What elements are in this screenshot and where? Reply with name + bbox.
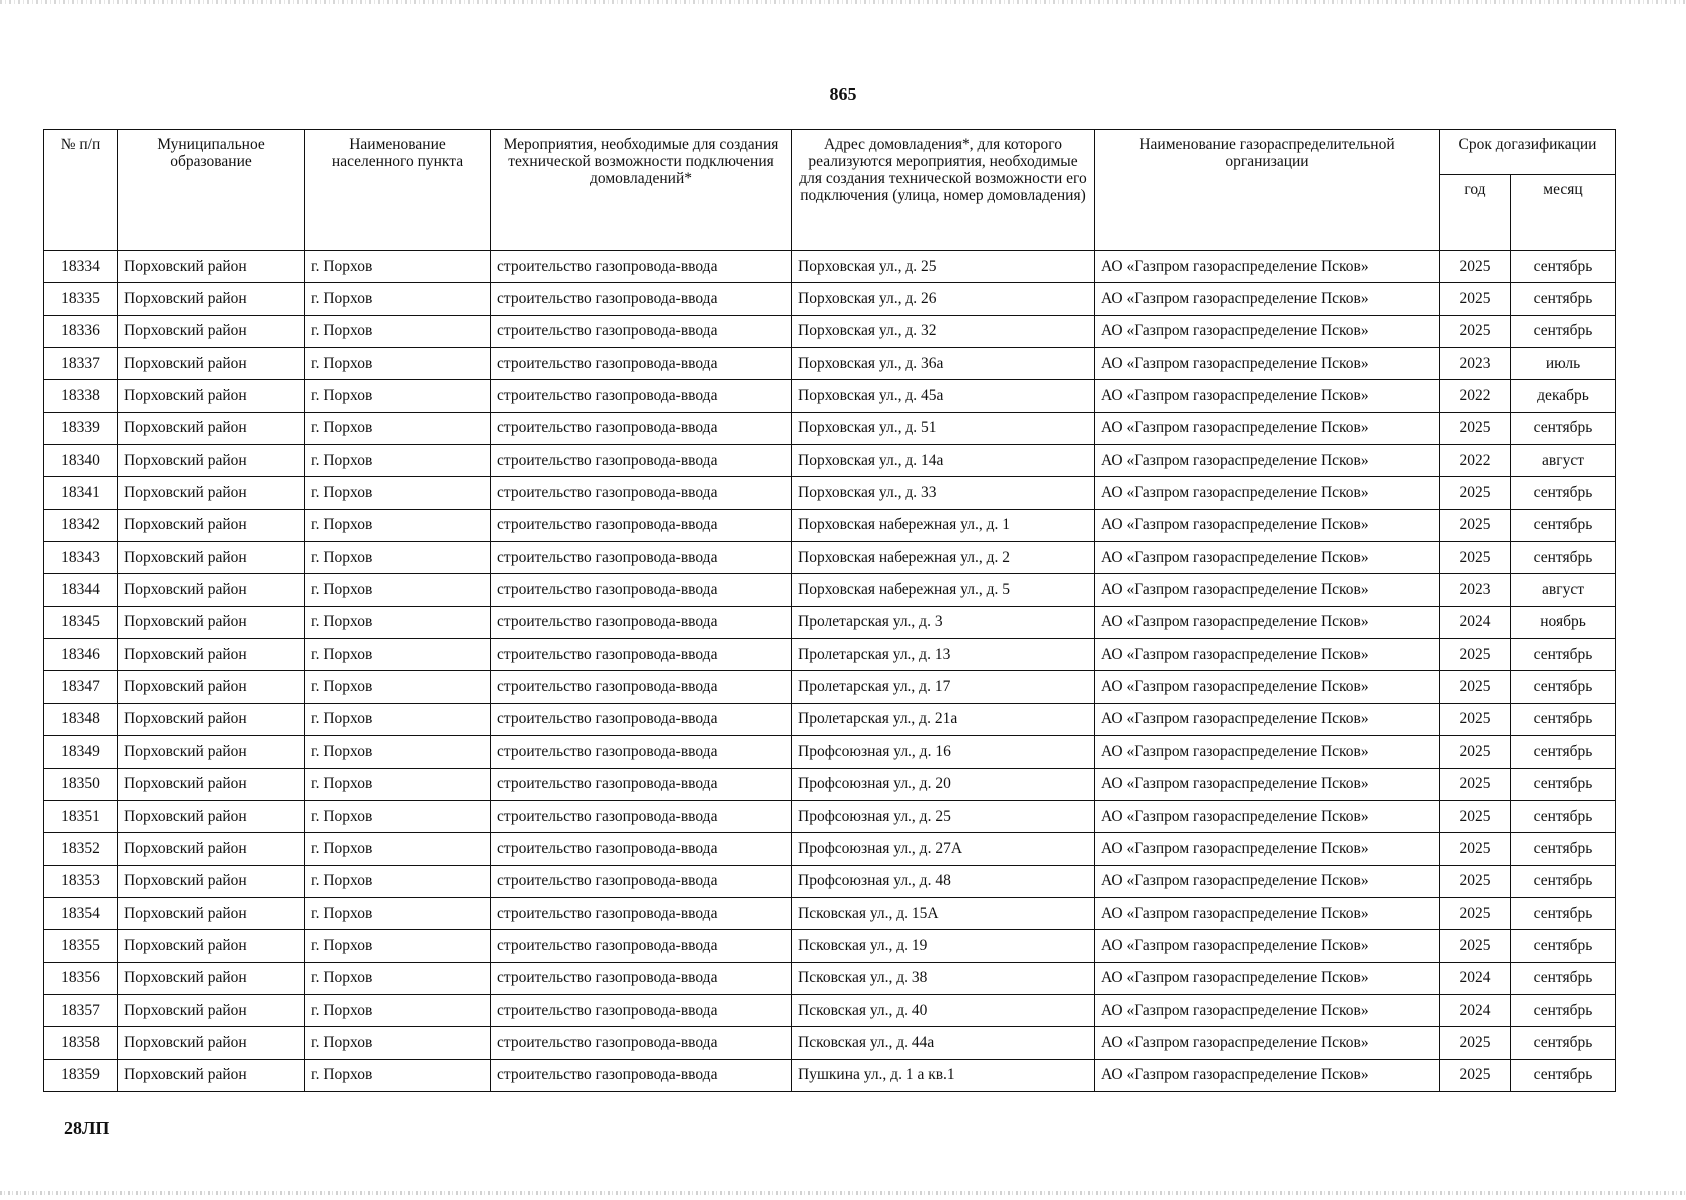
cell-municipality: Порховский район xyxy=(118,315,305,347)
cell-organization: АО «Газпром газораспределение Псков» xyxy=(1095,994,1440,1026)
table-row xyxy=(44,315,1616,347)
cell-municipality: Порховский район xyxy=(118,736,305,768)
cell-year: 2025 xyxy=(1440,315,1511,347)
cell-num: 18358 xyxy=(44,1027,118,1059)
cell-measure: строительство газопровода-ввода xyxy=(491,509,792,541)
table-row xyxy=(44,703,1616,735)
cell-municipality: Порховский район xyxy=(118,865,305,897)
cell-municipality: Порховский район xyxy=(118,671,305,703)
table-row xyxy=(44,251,1616,283)
cell-address: Пролетарская ул., д. 13 xyxy=(792,639,1095,671)
header-organization: Наименование газораспределительной организации xyxy=(1095,130,1440,251)
cell-settlement: г. Порхов xyxy=(305,768,491,800)
cell-organization: АО «Газпром газораспределение Псков» xyxy=(1095,477,1440,509)
cell-month: сентябрь xyxy=(1511,1059,1616,1091)
cell-address: Профсоюзная ул., д. 48 xyxy=(792,865,1095,897)
cell-year: 2025 xyxy=(1440,542,1511,574)
cell-measure: строительство газопровода-ввода xyxy=(491,477,792,509)
cell-settlement: г. Порхов xyxy=(305,639,491,671)
cell-month: сентябрь xyxy=(1511,768,1616,800)
cell-month: сентябрь xyxy=(1511,865,1616,897)
header-municipality: Муниципальное образование xyxy=(118,130,305,251)
cell-num: 18351 xyxy=(44,800,118,832)
cell-settlement: г. Порхов xyxy=(305,703,491,735)
cell-organization: АО «Газпром газораспределение Псков» xyxy=(1095,348,1440,380)
cell-address: Порховская ул., д. 33 xyxy=(792,477,1095,509)
cell-settlement: г. Порхов xyxy=(305,962,491,994)
cell-address: Порховская набережная ул., д. 1 xyxy=(792,509,1095,541)
cell-organization: АО «Газпром газораспределение Псков» xyxy=(1095,251,1440,283)
cell-settlement: г. Порхов xyxy=(305,348,491,380)
cell-year: 2025 xyxy=(1440,736,1511,768)
cell-address: Псковская ул., д. 38 xyxy=(792,962,1095,994)
cell-organization: АО «Газпром газораспределение Псков» xyxy=(1095,509,1440,541)
cell-municipality: Порховский район xyxy=(118,639,305,671)
cell-measure: строительство газопровода-ввода xyxy=(491,768,792,800)
header-year: год xyxy=(1440,175,1511,251)
table-row xyxy=(44,1059,1616,1091)
table-row xyxy=(44,897,1616,929)
cell-month: сентябрь xyxy=(1511,315,1616,347)
cell-num: 18341 xyxy=(44,477,118,509)
cell-num: 18337 xyxy=(44,348,118,380)
cell-measure: строительство газопровода-ввода xyxy=(491,1027,792,1059)
gasification-table xyxy=(43,129,1616,1092)
header-term: Срок догазификации xyxy=(1440,130,1616,175)
cell-organization: АО «Газпром газораспределение Псков» xyxy=(1095,542,1440,574)
cell-address: Профсоюзная ул., д. 20 xyxy=(792,768,1095,800)
cell-municipality: Порховский район xyxy=(118,833,305,865)
cell-year: 2025 xyxy=(1440,800,1511,832)
cell-municipality: Порховский район xyxy=(118,542,305,574)
cell-address: Порховская набережная ул., д. 5 xyxy=(792,574,1095,606)
cell-year: 2025 xyxy=(1440,768,1511,800)
cell-settlement: г. Порхов xyxy=(305,671,491,703)
cell-settlement: г. Порхов xyxy=(305,283,491,315)
table-row xyxy=(44,477,1616,509)
cell-month: сентябрь xyxy=(1511,509,1616,541)
table-row xyxy=(44,962,1616,994)
table-row xyxy=(44,606,1616,638)
cell-year: 2025 xyxy=(1440,509,1511,541)
cell-settlement: г. Порхов xyxy=(305,542,491,574)
cell-address: Порховская ул., д. 51 xyxy=(792,412,1095,444)
cell-measure: строительство газопровода-ввода xyxy=(491,412,792,444)
cell-year: 2024 xyxy=(1440,994,1511,1026)
cell-address: Пролетарская ул., д. 21а xyxy=(792,703,1095,735)
cell-num: 18343 xyxy=(44,542,118,574)
cell-municipality: Порховский район xyxy=(118,962,305,994)
cell-measure: строительство газопровода-ввода xyxy=(491,800,792,832)
cell-year: 2025 xyxy=(1440,412,1511,444)
cell-municipality: Порховский район xyxy=(118,574,305,606)
cell-settlement: г. Порхов xyxy=(305,315,491,347)
cell-num: 18336 xyxy=(44,315,118,347)
cell-num: 18346 xyxy=(44,639,118,671)
cell-settlement: г. Порхов xyxy=(305,736,491,768)
cell-address: Порховская ул., д. 14а xyxy=(792,445,1095,477)
cell-month: сентябрь xyxy=(1511,897,1616,929)
cell-settlement: г. Порхов xyxy=(305,251,491,283)
cell-year: 2025 xyxy=(1440,671,1511,703)
cell-measure: строительство газопровода-ввода xyxy=(491,1059,792,1091)
cell-settlement: г. Порхов xyxy=(305,930,491,962)
cell-year: 2025 xyxy=(1440,930,1511,962)
cell-address: Профсоюзная ул., д. 16 xyxy=(792,736,1095,768)
cell-month: сентябрь xyxy=(1511,1027,1616,1059)
cell-month: сентябрь xyxy=(1511,736,1616,768)
cell-measure: строительство газопровода-ввода xyxy=(491,930,792,962)
table-row xyxy=(44,865,1616,897)
table-row xyxy=(44,671,1616,703)
cell-settlement: г. Порхов xyxy=(305,865,491,897)
cell-address: Порховская ул., д. 45а xyxy=(792,380,1095,412)
cell-settlement: г. Порхов xyxy=(305,897,491,929)
cell-measure: строительство газопровода-ввода xyxy=(491,574,792,606)
cell-address: Пролетарская ул., д. 17 xyxy=(792,671,1095,703)
cell-month: сентябрь xyxy=(1511,703,1616,735)
cell-month: сентябрь xyxy=(1511,833,1616,865)
cell-organization: АО «Газпром газораспределение Псков» xyxy=(1095,736,1440,768)
cell-month: сентябрь xyxy=(1511,930,1616,962)
cell-num: 18340 xyxy=(44,445,118,477)
table-row xyxy=(44,736,1616,768)
cell-municipality: Порховский район xyxy=(118,412,305,444)
cell-measure: строительство газопровода-ввода xyxy=(491,445,792,477)
page-number: 865 xyxy=(829,84,857,104)
cell-municipality: Порховский район xyxy=(118,1059,305,1091)
header-num: № п/п xyxy=(44,130,118,251)
cell-measure: строительство газопровода-ввода xyxy=(491,671,792,703)
cell-settlement: г. Порхов xyxy=(305,509,491,541)
cell-year: 2025 xyxy=(1440,833,1511,865)
cell-municipality: Порховский район xyxy=(118,251,305,283)
cell-organization: АО «Газпром газораспределение Псков» xyxy=(1095,897,1440,929)
cell-settlement: г. Порхов xyxy=(305,412,491,444)
cell-municipality: Порховский район xyxy=(118,800,305,832)
cell-municipality: Порховский район xyxy=(118,283,305,315)
cell-address: Порховская ул., д. 26 xyxy=(792,283,1095,315)
cell-municipality: Порховский район xyxy=(118,509,305,541)
cell-month: сентябрь xyxy=(1511,412,1616,444)
cell-organization: АО «Газпром газораспределение Псков» xyxy=(1095,962,1440,994)
cell-measure: строительство газопровода-ввода xyxy=(491,380,792,412)
cell-address: Порховская набережная ул., д. 2 xyxy=(792,542,1095,574)
cell-num: 18342 xyxy=(44,509,118,541)
cell-measure: строительство газопровода-ввода xyxy=(491,865,792,897)
cell-measure: строительство газопровода-ввода xyxy=(491,639,792,671)
cell-month: сентябрь xyxy=(1511,962,1616,994)
cell-address: Псковская ул., д. 40 xyxy=(792,994,1095,1026)
cell-organization: АО «Газпром газораспределение Псков» xyxy=(1095,412,1440,444)
cell-num: 18354 xyxy=(44,897,118,929)
cell-organization: АО «Газпром газораспределение Псков» xyxy=(1095,639,1440,671)
cell-num: 18357 xyxy=(44,994,118,1026)
cell-municipality: Порховский район xyxy=(118,897,305,929)
footer-code: 28ЛП xyxy=(64,1118,110,1138)
cell-municipality: Порховский район xyxy=(118,994,305,1026)
cell-address: Псковская ул., д. 19 xyxy=(792,930,1095,962)
cell-address: Псковская ул., д. 44а xyxy=(792,1027,1095,1059)
cell-address: Порховская ул., д. 32 xyxy=(792,315,1095,347)
cell-year: 2023 xyxy=(1440,348,1511,380)
cell-year: 2022 xyxy=(1440,380,1511,412)
cell-settlement: г. Порхов xyxy=(305,380,491,412)
cell-organization: АО «Газпром газораспределение Псков» xyxy=(1095,574,1440,606)
cell-month: сентябрь xyxy=(1511,800,1616,832)
cell-year: 2024 xyxy=(1440,962,1511,994)
cell-address: Порховская ул., д. 36а xyxy=(792,348,1095,380)
cell-year: 2025 xyxy=(1440,1059,1511,1091)
cell-organization: АО «Газпром газораспределение Псков» xyxy=(1095,445,1440,477)
table-row xyxy=(44,348,1616,380)
cell-month: август xyxy=(1511,574,1616,606)
cell-year: 2022 xyxy=(1440,445,1511,477)
cell-address: Порховская ул., д. 25 xyxy=(792,251,1095,283)
scan-edge-bottom xyxy=(0,1191,1686,1195)
cell-num: 18339 xyxy=(44,412,118,444)
cell-num: 18350 xyxy=(44,768,118,800)
cell-address: Пушкина ул., д. 1 а кв.1 xyxy=(792,1059,1095,1091)
scan-edge-top xyxy=(0,0,1686,4)
cell-month: сентябрь xyxy=(1511,542,1616,574)
cell-month: декабрь xyxy=(1511,380,1616,412)
cell-settlement: г. Порхов xyxy=(305,1059,491,1091)
cell-municipality: Порховский район xyxy=(118,348,305,380)
cell-organization: АО «Газпром газораспределение Псков» xyxy=(1095,315,1440,347)
cell-organization: АО «Газпром газораспределение Псков» xyxy=(1095,768,1440,800)
cell-measure: строительство газопровода-ввода xyxy=(491,897,792,929)
cell-organization: АО «Газпром газораспределение Псков» xyxy=(1095,833,1440,865)
cell-municipality: Порховский район xyxy=(118,477,305,509)
cell-measure: строительство газопровода-ввода xyxy=(491,736,792,768)
cell-year: 2025 xyxy=(1440,639,1511,671)
cell-organization: АО «Газпром газораспределение Псков» xyxy=(1095,800,1440,832)
header-settlement: Наименование населенного пункта xyxy=(305,130,491,251)
header-address: Адрес домовладения*, для которого реализуются мероприятия, необходимые для создания технической возможности его подключения (улица, номер домовладения) xyxy=(792,130,1095,251)
header-month: месяц xyxy=(1511,175,1616,251)
cell-measure: строительство газопровода-ввода xyxy=(491,994,792,1026)
cell-year: 2025 xyxy=(1440,1027,1511,1059)
cell-num: 18338 xyxy=(44,380,118,412)
cell-organization: АО «Газпром газораспределение Псков» xyxy=(1095,1059,1440,1091)
cell-num: 18335 xyxy=(44,283,118,315)
cell-address: Псковская ул., д. 15А xyxy=(792,897,1095,929)
cell-municipality: Порховский район xyxy=(118,380,305,412)
table-row xyxy=(44,283,1616,315)
cell-month: сентябрь xyxy=(1511,994,1616,1026)
table-row xyxy=(44,1027,1616,1059)
cell-month: сентябрь xyxy=(1511,251,1616,283)
cell-municipality: Порховский район xyxy=(118,606,305,638)
cell-month: ноябрь xyxy=(1511,606,1616,638)
cell-measure: строительство газопровода-ввода xyxy=(491,348,792,380)
cell-organization: АО «Газпром газораспределение Псков» xyxy=(1095,671,1440,703)
cell-measure: строительство газопровода-ввода xyxy=(491,251,792,283)
cell-num: 18355 xyxy=(44,930,118,962)
cell-measure: строительство газопровода-ввода xyxy=(491,315,792,347)
cell-settlement: г. Порхов xyxy=(305,1027,491,1059)
cell-year: 2025 xyxy=(1440,703,1511,735)
table-header xyxy=(44,130,1616,251)
cell-organization: АО «Газпром газораспределение Псков» xyxy=(1095,1027,1440,1059)
table-row xyxy=(44,509,1616,541)
table-row xyxy=(44,445,1616,477)
cell-measure: строительство газопровода-ввода xyxy=(491,703,792,735)
cell-address: Профсоюзная ул., д. 27А xyxy=(792,833,1095,865)
cell-month: сентябрь xyxy=(1511,283,1616,315)
cell-num: 18356 xyxy=(44,962,118,994)
cell-settlement: г. Порхов xyxy=(305,574,491,606)
cell-num: 18345 xyxy=(44,606,118,638)
cell-address: Профсоюзная ул., д. 25 xyxy=(792,800,1095,832)
cell-num: 18348 xyxy=(44,703,118,735)
table-row xyxy=(44,639,1616,671)
table-row xyxy=(44,994,1616,1026)
cell-address: Пролетарская ул., д. 3 xyxy=(792,606,1095,638)
cell-municipality: Порховский район xyxy=(118,1027,305,1059)
table-row xyxy=(44,412,1616,444)
cell-measure: строительство газопровода-ввода xyxy=(491,962,792,994)
cell-organization: АО «Газпром газораспределение Псков» xyxy=(1095,865,1440,897)
cell-num: 18353 xyxy=(44,865,118,897)
cell-organization: АО «Газпром газораспределение Псков» xyxy=(1095,380,1440,412)
cell-num: 18334 xyxy=(44,251,118,283)
cell-municipality: Порховский район xyxy=(118,703,305,735)
cell-organization: АО «Газпром газораспределение Псков» xyxy=(1095,930,1440,962)
cell-settlement: г. Порхов xyxy=(305,994,491,1026)
table-row xyxy=(44,574,1616,606)
cell-year: 2025 xyxy=(1440,865,1511,897)
table-row xyxy=(44,833,1616,865)
header-measures: Мероприятия, необходимые для создания технической возможности подключения домовладений* xyxy=(491,130,792,251)
cell-measure: строительство газопровода-ввода xyxy=(491,833,792,865)
cell-num: 18352 xyxy=(44,833,118,865)
table-body xyxy=(44,251,1616,1092)
cell-year: 2025 xyxy=(1440,477,1511,509)
cell-organization: АО «Газпром газораспределение Псков» xyxy=(1095,606,1440,638)
cell-municipality: Порховский район xyxy=(118,445,305,477)
cell-municipality: Порховский район xyxy=(118,930,305,962)
table-row xyxy=(44,930,1616,962)
cell-settlement: г. Порхов xyxy=(305,445,491,477)
cell-year: 2024 xyxy=(1440,606,1511,638)
cell-measure: строительство газопровода-ввода xyxy=(491,606,792,638)
cell-year: 2025 xyxy=(1440,897,1511,929)
cell-organization: АО «Газпром газораспределение Псков» xyxy=(1095,283,1440,315)
cell-measure: строительство газопровода-ввода xyxy=(491,283,792,315)
cell-organization: АО «Газпром газораспределение Псков» xyxy=(1095,703,1440,735)
cell-settlement: г. Порхов xyxy=(305,606,491,638)
cell-month: август xyxy=(1511,445,1616,477)
table-row xyxy=(44,542,1616,574)
cell-settlement: г. Порхов xyxy=(305,833,491,865)
cell-month: июль xyxy=(1511,348,1616,380)
cell-measure: строительство газопровода-ввода xyxy=(491,542,792,574)
cell-num: 18344 xyxy=(44,574,118,606)
table-row xyxy=(44,768,1616,800)
cell-month: сентябрь xyxy=(1511,477,1616,509)
cell-year: 2025 xyxy=(1440,283,1511,315)
cell-municipality: Порховский район xyxy=(118,768,305,800)
cell-settlement: г. Порхов xyxy=(305,477,491,509)
cell-num: 18347 xyxy=(44,671,118,703)
cell-num: 18349 xyxy=(44,736,118,768)
cell-year: 2023 xyxy=(1440,574,1511,606)
cell-year: 2025 xyxy=(1440,251,1511,283)
cell-month: сентябрь xyxy=(1511,639,1616,671)
cell-month: сентябрь xyxy=(1511,671,1616,703)
cell-num: 18359 xyxy=(44,1059,118,1091)
table-row xyxy=(44,800,1616,832)
cell-settlement: г. Порхов xyxy=(305,800,491,832)
table-row xyxy=(44,380,1616,412)
